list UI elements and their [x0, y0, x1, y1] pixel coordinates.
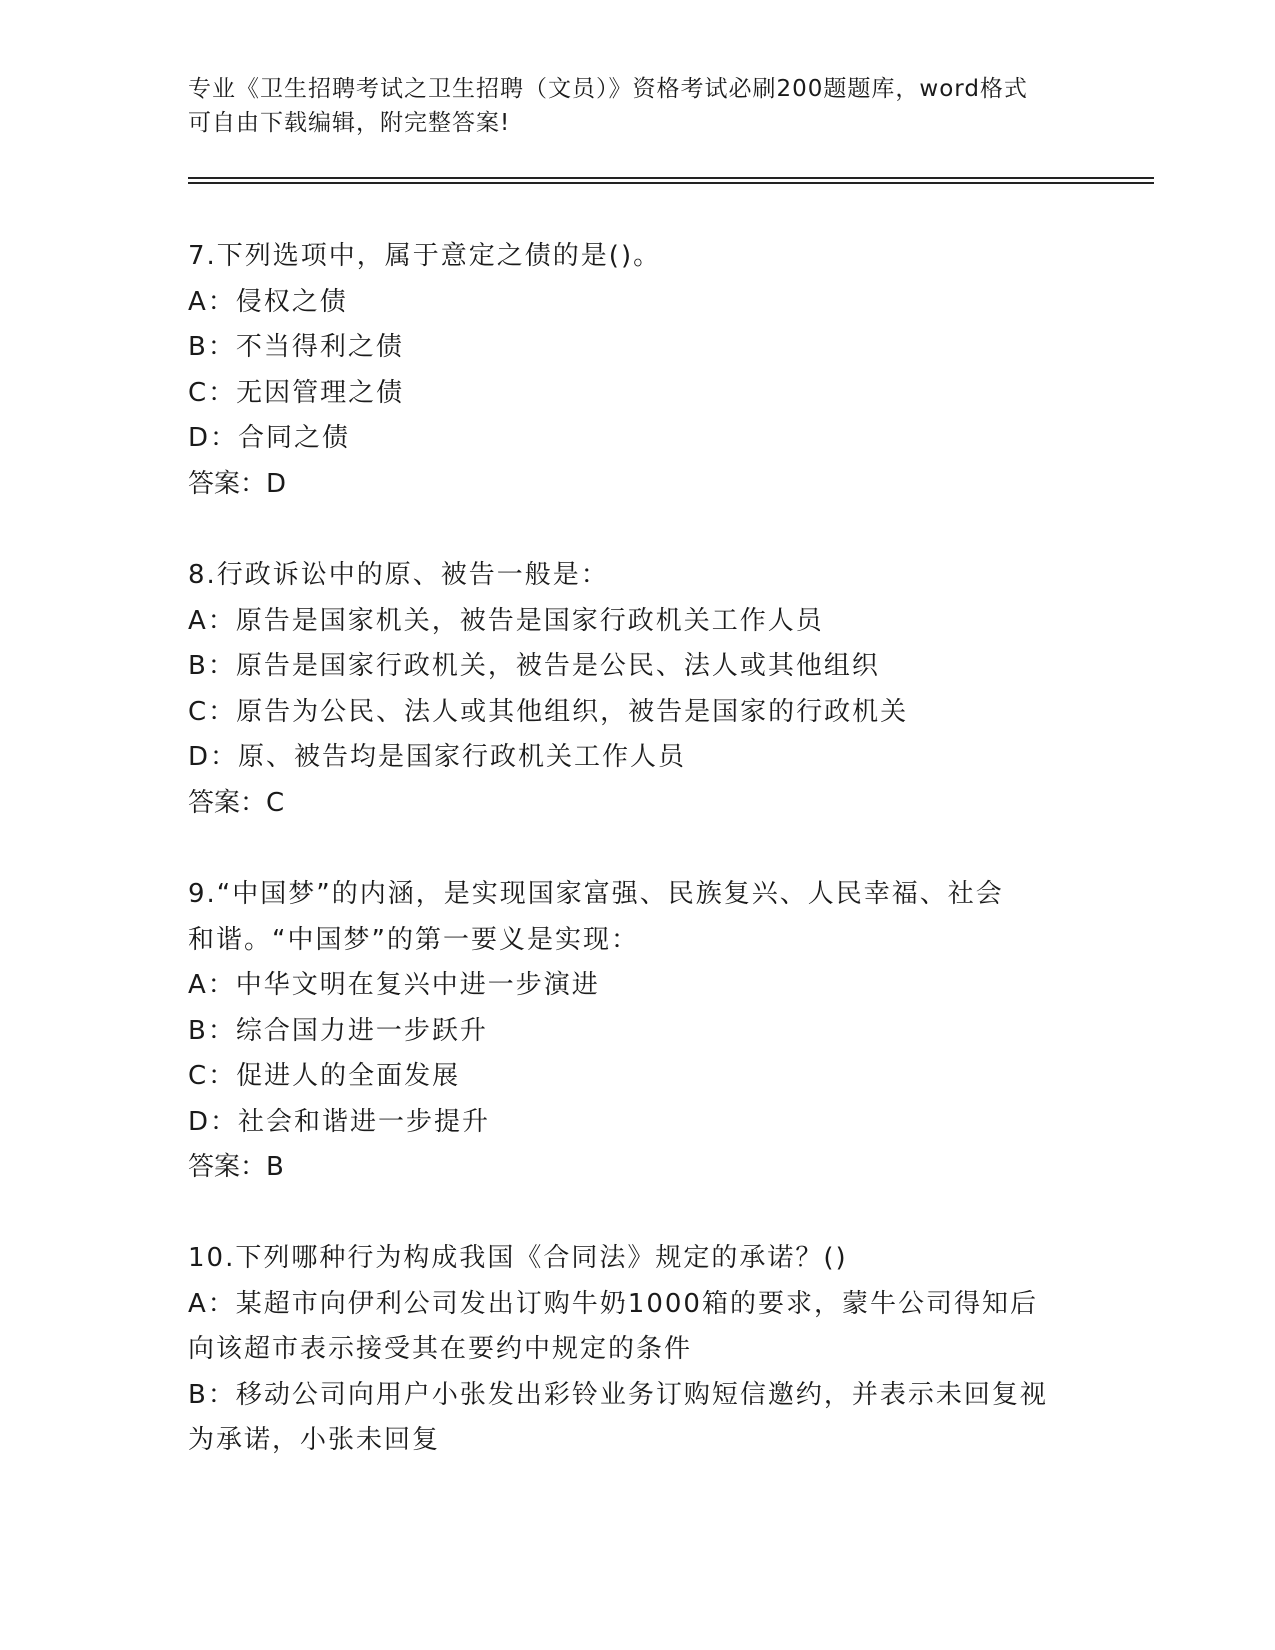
- question-stem-line-1: 9.“中国梦”的内涵，是实现国家富强、民族复兴、人民幸福、社会: [188, 879, 1004, 909]
- option-b: B：综合国力进一步跃升: [188, 1015, 488, 1046]
- option-b: B：不当得利之债: [188, 332, 404, 362]
- answer-line: 答案：B: [188, 1152, 284, 1182]
- option-c: C：促进人的全面发展: [188, 1061, 461, 1091]
- question-8: [188, 553, 1088, 826]
- option-c: C：无因管理之债: [188, 377, 405, 408]
- question-7: [188, 234, 1088, 507]
- option-b: B：原告是国家行政机关，被告是公民、法人或其他组织: [188, 651, 880, 681]
- answer-line: 答案：D: [188, 468, 287, 499]
- question-9: [188, 872, 1088, 1191]
- document-header: [188, 72, 1088, 140]
- option-d: D：合同之债: [188, 423, 351, 453]
- option-a: A：侵权之债: [188, 286, 348, 317]
- option-d: D：社会和谐进一步提升: [188, 1106, 491, 1137]
- answer-line: 答案：C: [188, 787, 285, 818]
- header-line-2: 可自由下载编辑，附完整答案!: [188, 110, 511, 136]
- option-b-line-2: 为承诺，小张未回复: [188, 1425, 441, 1455]
- option-c: C：原告为公民、法人或其他组织，被告是国家的行政机关: [188, 696, 909, 727]
- header-divider-top: [188, 177, 1154, 179]
- header-divider-bottom: [188, 182, 1154, 184]
- option-a: A：原告是国家机关，被告是国家行政机关工作人员: [188, 605, 824, 636]
- question-stem: 8.行政诉讼中的原、被告一般是：: [188, 560, 609, 590]
- option-a-line-1: A：某超市向伊利公司发出订购牛奶1000箱的要求，蒙牛公司得知后: [188, 1288, 1038, 1319]
- option-d: D：原、被告均是国家行政机关工作人员: [188, 742, 687, 772]
- question-10: [188, 1236, 1088, 1464]
- option-a: A：中华文明在复兴中进一步演进: [188, 970, 600, 1000]
- header-line-1: 专业《卫生招聘考试之卫生招聘（文员）》资格考试必刷200题题库，word格式: [188, 76, 1028, 102]
- question-stem: 10.下列哪种行为构成我国《合同法》规定的承诺？(): [188, 1243, 848, 1273]
- option-a-line-2: 向该超市表示接受其在要约中规定的条件: [188, 1334, 693, 1364]
- option-b-line-1: B：移动公司向用户小张发出彩铃业务订购短信邀约，并表示未回复视: [188, 1379, 1048, 1410]
- question-stem-line-2: 和谐。“中国梦”的第一要义是实现：: [188, 924, 639, 955]
- question-stem: 7.下列选项中，属于意定之债的是()。: [188, 241, 662, 271]
